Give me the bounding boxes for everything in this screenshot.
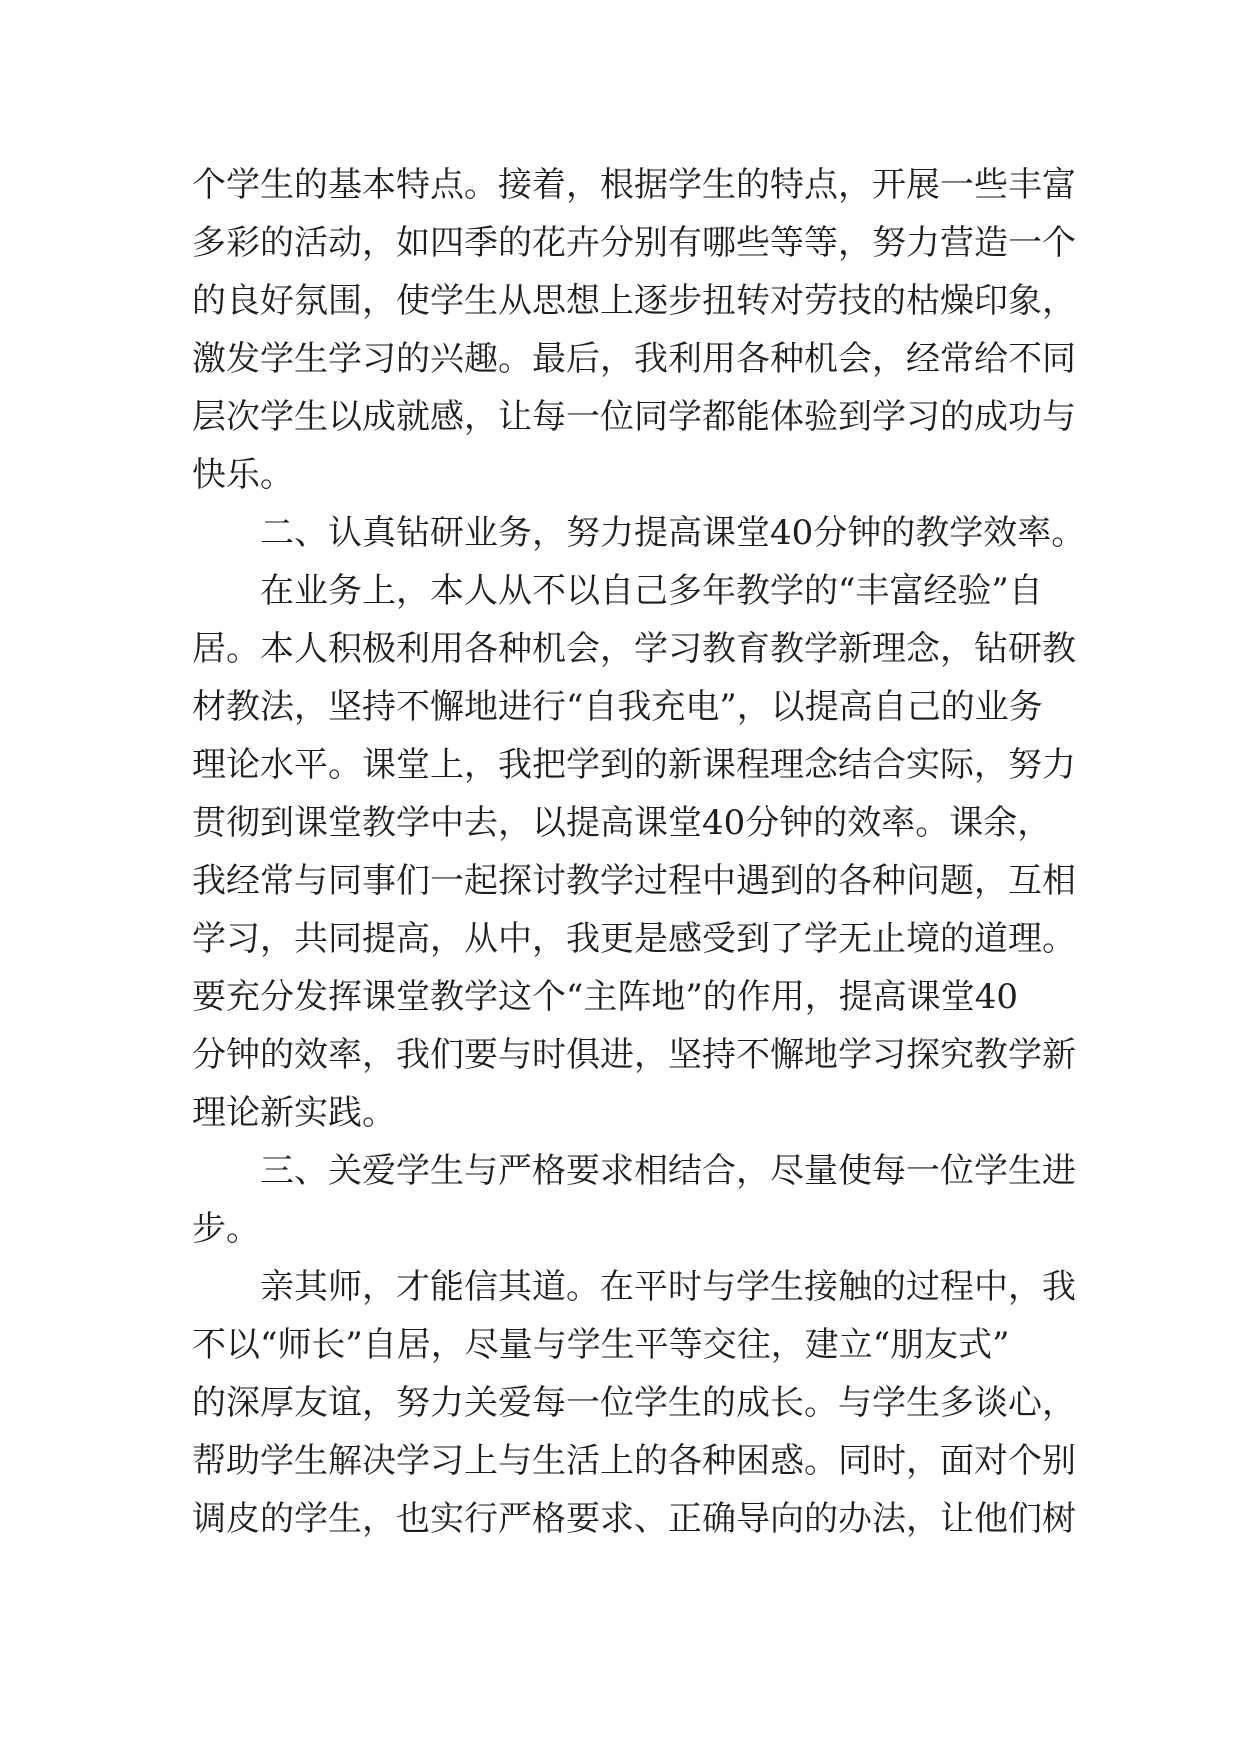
text-line: 步。 <box>192 1209 260 1249</box>
text-line: 亲其师，才能信其道。在平时与学生接触的过程中，我 <box>192 1267 1076 1307</box>
text-line: 居。本人积极利用各种机会，学习教育教学新理念，钻研教 <box>192 629 1076 669</box>
text-line: 我经常与同事们一起探讨教学过程中遇到的各种问题，互相 <box>192 861 1076 901</box>
text-line: 理论新实践。 <box>192 1093 396 1133</box>
text-line: 贯彻到课堂教学中去，以提高课堂40分钟的效率。课余， <box>192 803 1052 843</box>
section-heading: 二、认真钻研业务，努力提高课堂40分钟的教学效率。 <box>192 513 1086 553</box>
section-heading: 三、关爱学生与严格要求相结合，尽量使每一位学生进 <box>192 1151 1076 1191</box>
text-line: 的深厚友谊，努力关爱每一位学生的成长。与学生多谈心， <box>192 1383 1076 1423</box>
text-line: 的良好氛围，使学生从思想上逐步扭转对劳技的枯燥印象， <box>192 281 1076 321</box>
document-body <box>192 156 1086 1548</box>
text-line: 激发学生学习的兴趣。最后，我利用各种机会，经常给不同 <box>192 339 1076 379</box>
text-line: 多彩的活动，如四季的花卉分别有哪些等等，努力营造一个 <box>192 223 1076 263</box>
text-line: 学习，共同提高，从中，我更是感受到了学无止境的道理。 <box>192 919 1076 959</box>
text-line: 个学生的基本特点。接着，根据学生的特点，开展一些丰富 <box>192 165 1076 205</box>
text-line: 在业务上，本人从不以自己多年教学的“丰富经验”自 <box>192 571 1043 611</box>
text-line: 分钟的效率，我们要与时俱进，坚持不懈地学习探究教学新 <box>192 1035 1076 1075</box>
text-line: 理论水平。课堂上，我把学到的新课程理念结合实际，努力 <box>192 745 1076 785</box>
text-line: 层次学生以成就感，让每一位同学都能体验到学习的成功与 <box>192 397 1076 437</box>
text-line: 不以“师长”自居，尽量与学生平等交往，建立“朋友式” <box>192 1325 1010 1365</box>
text-line: 调皮的学生，也实行严格要求、正确导向的办法，让他们树 <box>192 1499 1076 1539</box>
text-line: 快乐。 <box>192 455 294 495</box>
text-line: 帮助学生解决学习上与生活上的各种困惑。同时，面对个别 <box>192 1441 1076 1481</box>
text-line: 要充分发挥课堂教学这个“主阵地”的作用，提高课堂40 <box>192 977 1019 1017</box>
text-line: 材教法，坚持不懈地进行“自我充电”，以提高自己的业务 <box>192 687 1043 727</box>
